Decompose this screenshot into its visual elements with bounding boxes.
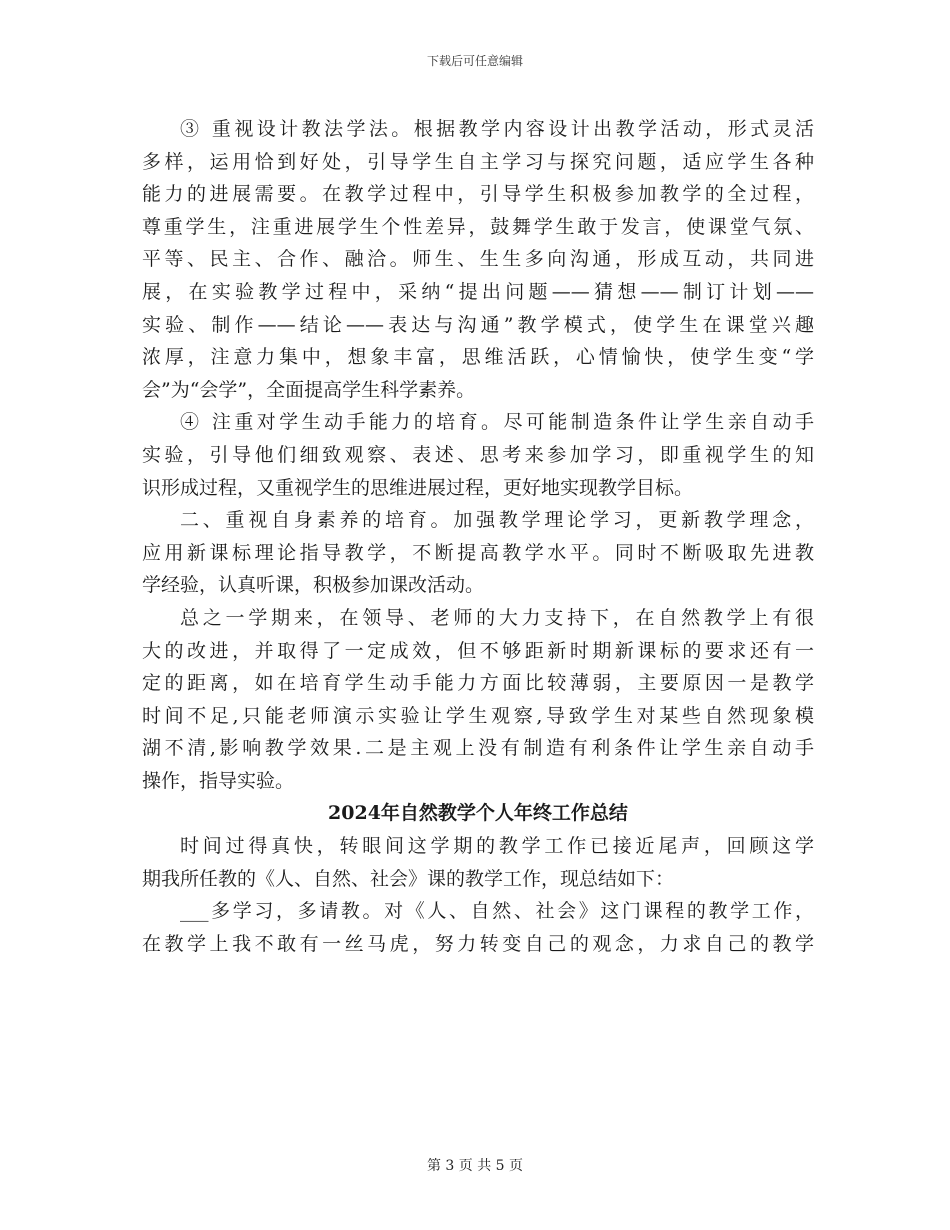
text-line: 总之一学期来，在领导、老师的大力支持下，在自然教学上有很 — [180, 606, 814, 629]
text-line: 期我所任教的《人、自然、社会》课的教学工作，现总结如下： — [142, 867, 675, 890]
text-line: 多样，运用恰到好处，引导学生自主学习与探究问题，适应学生各种 — [142, 150, 814, 173]
section-heading: 2024年自然教学个人年终工作总结 — [328, 802, 628, 825]
text-line: 实验、制作——结论——表达与沟通”教学模式，使学生在课堂兴趣 — [142, 313, 814, 336]
text-line: 会”为“会学”，全面提高学生科学素养。 — [142, 378, 476, 401]
text-line: 尊重学生，注重进展学生个性差异，鼓舞学生敢于发言，使课堂气氛、 — [142, 215, 814, 238]
text-line: 浓厚，注意力集中，想象丰富，思维活跃，心情愉快，使学生变“学 — [142, 346, 814, 369]
page-number: 第 3 页 共 5 页 — [426, 1158, 524, 1174]
text-line: 操作，指导实验。 — [142, 769, 295, 792]
text-line: 定的距离，如在培育学生动手能力方面比较薄弱，主要原因一是教学 — [142, 672, 814, 695]
document-body — [142, 113, 814, 960]
text-line: 识形成过程，又重视学生的思维进展过程，更好地实现教学目标。 — [142, 476, 694, 499]
text-line: 学经验，认真听课，积极参加课改活动。 — [142, 574, 485, 597]
page-header: 下载后可任意编辑 — [426, 54, 523, 68]
text-line: 时间过得真快，转眼间这学期的教学工作已接近尾声，回顾这学 — [180, 835, 814, 858]
text-line: 平等、民主、合作、融洽。师生、生生多向沟通，形成互动，共同进 — [142, 248, 814, 271]
text-line: ④ 注重对学生动手能力的培育。尽可能制造条件让学生亲自动手 — [180, 411, 814, 434]
text-line: 在教学上我不敢有一丝马虎，努力转变自己的观念，力求自己的教学 — [142, 932, 814, 955]
text-line: 应用新课标理论指导教学，不断提高教学水平。同时不断吸取先进教 — [142, 541, 814, 564]
text-line: 展，在实验教学过程中，采纳“提出问题——猜想——制订计划—— — [142, 280, 814, 303]
text-line: 大的改进，并取得了一定成效，但不够距新时期新课标的要求还有一 — [142, 639, 814, 662]
text-line: ___多学习，多请教。对《人、自然、社会》这门课程的教学工作， — [180, 900, 814, 923]
text-line: 湖不清,影响教学效果.二是主观上没有制造有利条件让学生亲自动手 — [142, 737, 814, 760]
text-line: 实验，引导他们细致观察、表述、思考来参加学习，即重视学生的知 — [142, 443, 814, 466]
text-line: 时间不足,只能老师演示实验让学生观察,导致学生对某些自然现象模 — [142, 704, 814, 727]
text-line: ③ 重视设计教法学法。根据教学内容设计出教学活动，形式灵活 — [180, 118, 814, 140]
text-line: 能力的进展需要。在教学过程中，引导学生积极参加教学的全过程， — [142, 183, 814, 206]
text-line: 二、重视自身素养的培育。加强教学理论学习，更新教学理念， — [180, 509, 814, 532]
